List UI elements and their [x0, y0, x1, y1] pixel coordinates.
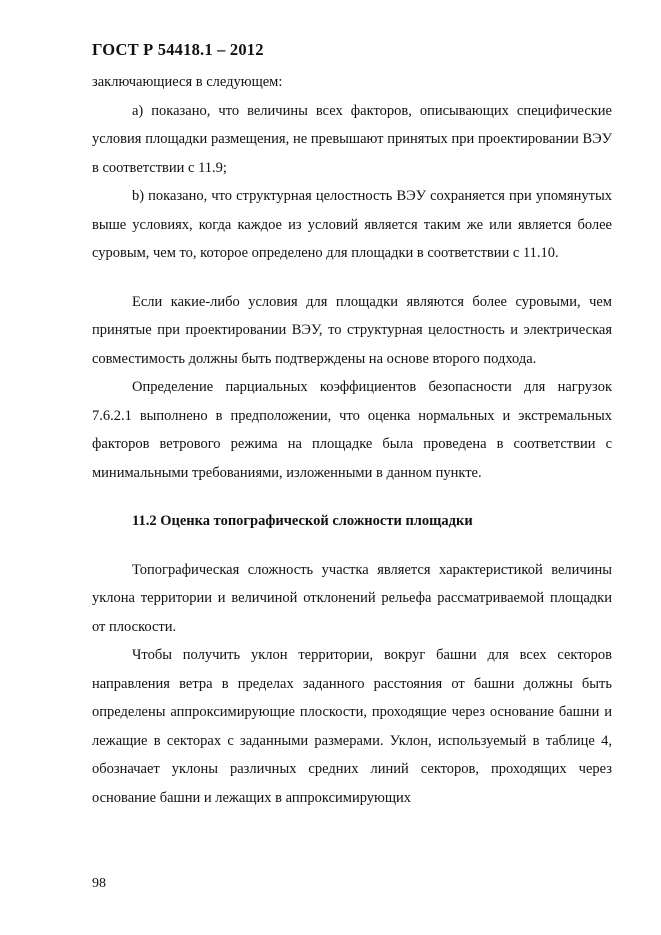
- page-number: 98: [92, 876, 106, 891]
- paragraph-conditions: Если какие-либо условия для площадки являются более суровыми, чем принятые при проектировании ВЭУ, то структурная целостность и электрическая совместимость должны быть подтверждены на основе второго подхода.: [92, 293, 612, 367]
- paragraph-item-b: b) показано, что структурная целостность ВЭУ сохраняется при упомянутых выше условиях, когда каждое из условий является таким же или является более суровым, чем то, которое определено для площадки в соответствии с 11.10.: [92, 188, 612, 261]
- section-heading: 11.2 Оценка топографической сложности площадки: [132, 513, 473, 529]
- paragraph-topographic-complexity: Топографическая сложность участка является характеристикой величины уклона территории и величиной отклонений рельефа рассматриваемой площадки от плоскости.: [92, 561, 612, 635]
- paragraph-terrain-slope: Чтобы получить уклон территории, вокруг башни для всех секторов направления ветра в пределах заданного расстояния от башни должны быть определены аппроксимирующие плоскости, проходящие через основание башни и лежащие в секторах с заданными размерами. Уклон, используемый в таблице 4, обозначает уклоны различных средних линий секторов, проходящих через основание башни и лежащих в аппроксимирующих: [92, 647, 612, 806]
- paragraph-item-a: а) показано, что величины всех факторов, описывающих специфические условия площадки размещения, не превышают принятых при проектировании ВЭУ в соответствии с 11.9;: [92, 102, 612, 176]
- document-header: ГОСТ Р 54418.1 – 2012: [92, 40, 264, 59]
- paragraph-intro: заключающиеся в следующем:: [92, 74, 283, 90]
- spacer: [92, 268, 612, 288]
- paragraph-safety-factors: Определение парциальных коэффициентов безопасности для нагрузок 7.6.2.1 выполнено в предположении, что оценка нормальных и экстремальных факторов ветрового режима на площадке была проведена в соответствии с минимальными требованиями, изложенными в данном пункте.: [92, 379, 612, 481]
- spacer: [92, 536, 612, 556]
- spacer: [92, 487, 612, 507]
- document-body: [92, 68, 612, 812]
